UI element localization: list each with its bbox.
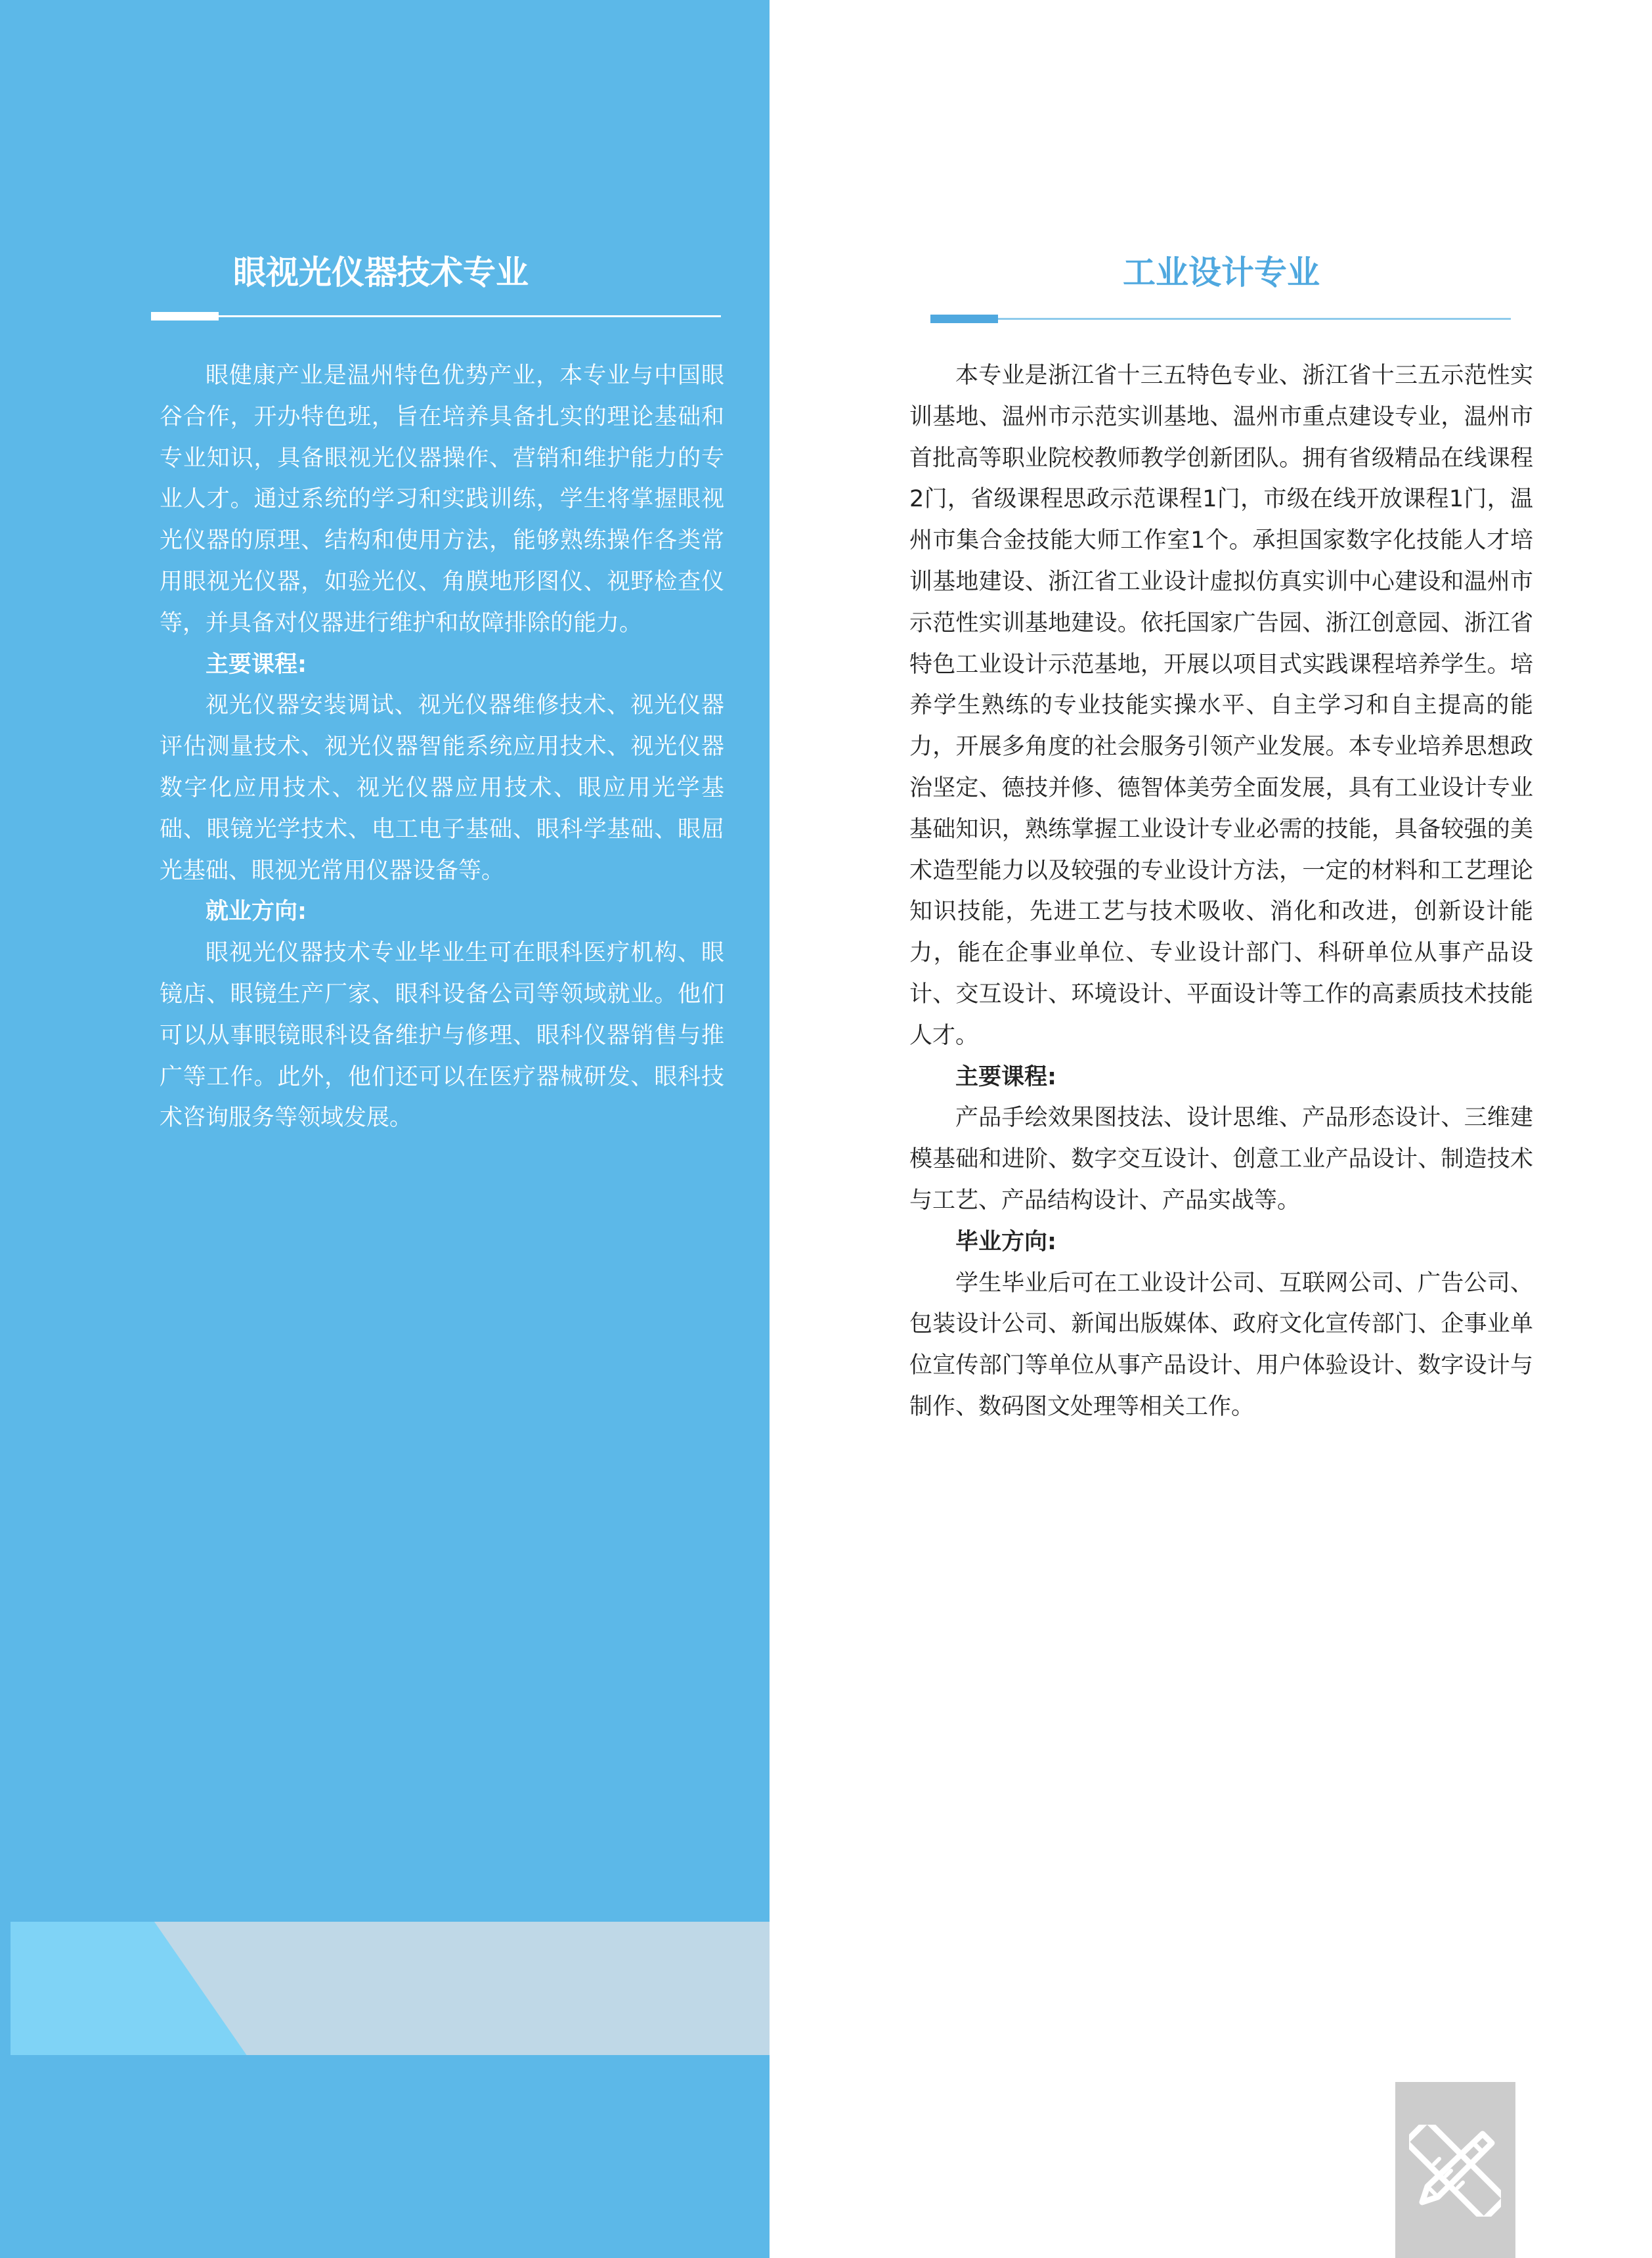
left-section-body — [160, 355, 724, 1139]
left-career: 眼视光仪器技术专业毕业生可在眼科医疗机构、眼镜店、眼镜生产厂家、眼科设备公司等领域就业。他们可以从事眼镜眼科设备维护与修理、眼科仪器销售与推广等工作。此外，他们还可以在医疗器械研发、眼科技术咨询服务等领域发展。 — [160, 940, 724, 1132]
right-career: 学生毕业后可在工业设计公司、互联网公司、广告公司、包装设计公司、新闻出版媒体、政府文化宣传部门、企事业单位宣传部门等单位从事产品设计、用户体验设计、数字设计与制作、数码图文处理等相关工作。 — [909, 1270, 1533, 1420]
left-title-divider — [151, 315, 721, 317]
pencil-ruler-icon — [1409, 2125, 1501, 2217]
corner-tab — [1395, 2082, 1515, 2258]
right-section-body — [909, 355, 1533, 1428]
right-courses: 产品手绘效果图技法、设计思维、产品形态设计、三维建模基础和进阶、数字交互设计、创意工业产品设计、制造技术与工艺、产品结构设计、产品实战等。 — [909, 1105, 1533, 1214]
right-career-label: 毕业方向: — [955, 1228, 1056, 1255]
left-courses: 视光仪器安装调试、视光仪器维修技术、视光仪器评估测量技术、视光仪器智能系统应用技术、视光仪器数字化应用技术、视光仪器应用技术、眼应用光学基础、眼镜光学技术、电工电子基础、眼科学基础、眼屈光基础、眼视光常用仪器设备等。 — [160, 692, 724, 884]
left-courses-label: 主要课程: — [206, 651, 307, 678]
left-career-label: 就业方向: — [206, 898, 307, 925]
right-intro: 本专业是浙江省十三五特色专业、浙江省十三五示范性实训基地、温州市示范实训基地、温州市重点建设专业，温州市首批高等职业院校教师教学创新团队。拥有省级精品在线课程2门，省级课程思政示范课程1门，市级在线开放课程1门，温州市集合金技能大师工作室1个。承担国家数字化技能人才培训基地建设、浙江省工业设计虚拟仿真实训中心建设和温州市示范性实训基地建设。依托国家广告园、浙江创意园、浙江省特色工业设计示范基地，开展以项目式实践课程培养学生。培养学生熟练的专业技能实操水平、自主学习和自主提高的能力，开展多角度的社会服务引领产业发展。本专业培养思想政治坚定、德技并修、德智体美劳全面发展，具有工业设计专业基础知识，熟练掌握工业设计专业必需的技能，具备较强的美术造型能力以及较强的专业设计方法，一定的材料和工艺理论知识技能，先进工艺与技术吸收、消化和改进，创新设计能力，能在企事业单位、专业设计部门、科研单位从事产品设计、交互设计、环境设计、平面设计等工作的高素质技术技能人才。 — [909, 363, 1533, 1049]
right-section-title: 工业设计专业 — [1123, 254, 1320, 292]
right-title-divider — [930, 318, 1511, 320]
decorative-band-pale — [154, 1922, 770, 2055]
left-section-title: 眼视光仪器技术专业 — [233, 254, 529, 292]
left-intro: 眼健康产业是温州特色优势产业，本专业与中国眼谷合作，开办特色班，旨在培养具备扎实的理论基础和专业知识，具备眼视光仪器操作、营销和维护能力的专业人才。通过系统的学习和实践训练，学生将掌握眼视光仪器的原理、结构和使用方法，能够熟练操作各类常用眼视光仪器，如验光仪、角膜地形图仪、视野检查仪等，并具备对仪器进行维护和故障排除的能力。 — [160, 363, 724, 636]
right-courses-label: 主要课程: — [955, 1063, 1056, 1090]
